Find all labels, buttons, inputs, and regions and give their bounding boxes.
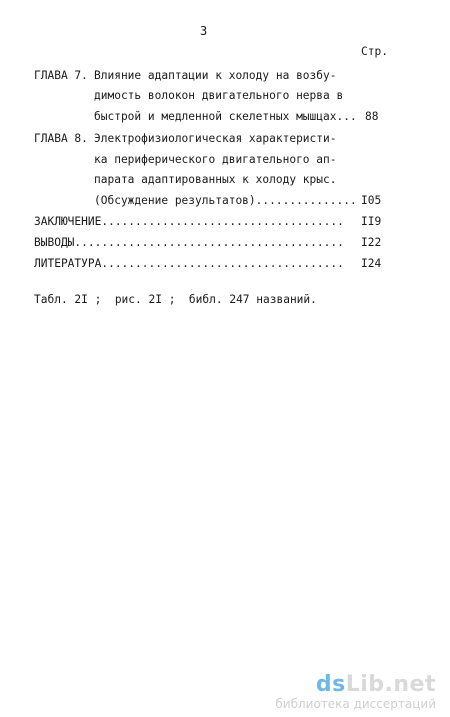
toc-literature: ЛИТЕРАТУРА.................................... bbox=[34, 257, 344, 270]
chapter-8-line-1: Электрофизиологическая характеристи- bbox=[94, 132, 337, 145]
chapter-7-line-1: Влияние адаптации к холоду на возбу- bbox=[94, 69, 337, 82]
watermark-logo-prefix: ds bbox=[315, 672, 346, 697]
chapter-7-line-3: быстрой и медленной скелетных мышцах... bbox=[94, 110, 357, 123]
watermark-logo bbox=[275, 673, 436, 697]
summary-line: Табл. 2I ; рис. 2I ; библ. 247 названий. bbox=[34, 293, 317, 306]
chapter-7-page: 88 bbox=[365, 110, 379, 123]
toc-findings: ВЫВОДЫ........................................ bbox=[34, 236, 344, 249]
watermark-subtitle: библиотека диссертаций bbox=[275, 697, 436, 711]
toc-header: Стр. bbox=[361, 45, 388, 58]
chapter-8-line-4: (Обсуждение результатов)............... bbox=[94, 194, 357, 207]
toc-conclusion-page: II9 bbox=[361, 215, 382, 228]
chapter-7-label: ГЛАВА 7. bbox=[34, 69, 88, 82]
toc-conclusion: ЗАКЛЮЧЕНИЕ.................................... bbox=[34, 215, 344, 228]
watermark-logo-rest: Lib.net bbox=[345, 672, 436, 697]
chapter-7-line-2: димость волокон двигательного нерва в bbox=[94, 89, 344, 102]
toc-findings-page: I22 bbox=[361, 236, 382, 249]
chapter-8-page: I05 bbox=[361, 194, 382, 207]
watermark bbox=[275, 673, 436, 711]
toc-literature-page: I24 bbox=[361, 257, 382, 270]
chapter-8-label: ГЛАВА 8. bbox=[34, 132, 88, 145]
page-number: 3 bbox=[200, 24, 208, 38]
chapter-8-line-3: парата адаптированных к холоду крыс. bbox=[94, 173, 337, 186]
chapter-8-line-2: ка периферического двигательного ап- bbox=[94, 153, 337, 166]
